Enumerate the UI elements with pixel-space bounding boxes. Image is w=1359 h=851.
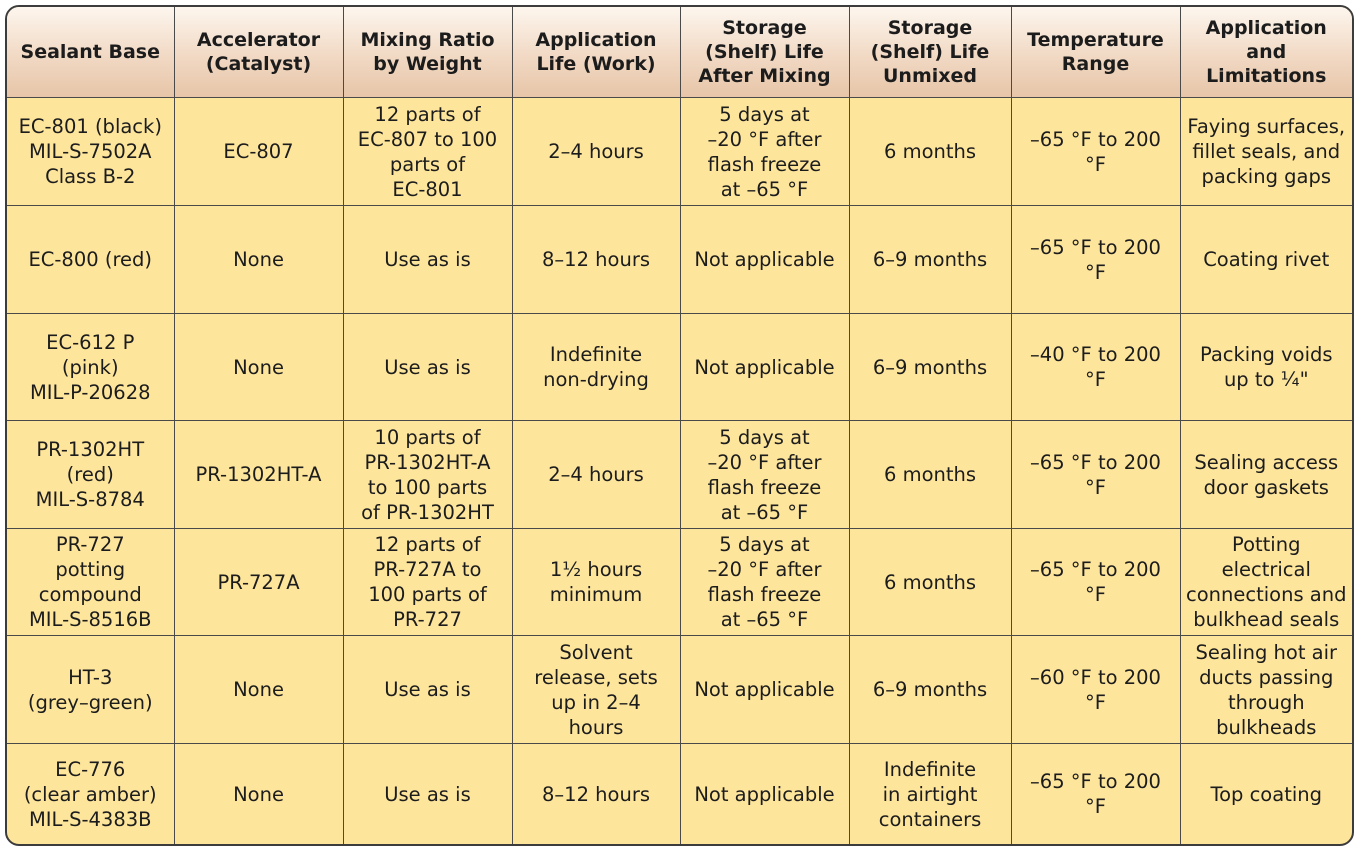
cell-temperature-range: –65 °F to 200 °F — [1011, 529, 1180, 636]
cell-temperature-range: –60 °F to 200 °F — [1011, 636, 1180, 744]
cell-sealant-base: EC-612 P (pink) MIL-P-20628 — [7, 314, 174, 421]
cell-mixing-ratio: Use as is — [343, 636, 512, 744]
cell-application-limitations: Potting electrical connections and bulkhead seals — [1180, 529, 1352, 636]
cell-application-life: Indefinite non-drying — [512, 314, 680, 421]
cell-storage-unmixed: 6 months — [849, 421, 1011, 529]
cell-application-life: 2–4 hours — [512, 421, 680, 529]
table-header — [7, 7, 1352, 98]
cell-mixing-ratio: 10 parts of PR-1302HT-A to 100 parts of PR-1302HT — [343, 421, 512, 529]
cell-temperature-range: –65 °F to 200 °F — [1011, 421, 1180, 529]
table-row — [7, 744, 1352, 845]
header-mixing-ratio: Mixing Ratio by Weight — [343, 7, 512, 98]
cell-mixing-ratio: Use as is — [343, 206, 512, 314]
cell-temperature-range: –65 °F to 200 °F — [1011, 98, 1180, 206]
cell-storage-after-mixing: 5 days at –20 °F after flash freeze at –65 °F — [680, 98, 849, 206]
cell-sealant-base: EC-800 (red) — [7, 206, 174, 314]
cell-mixing-ratio: Use as is — [343, 314, 512, 421]
table-body — [7, 98, 1352, 845]
cell-application-limitations: Faying surfaces, fillet seals, and packing gaps — [1180, 98, 1352, 206]
header-storage-after-mixing: Storage (Shelf) Life After Mixing — [680, 7, 849, 98]
cell-accelerator: EC-807 — [174, 98, 343, 206]
header-sealant-base: Sealant Base — [7, 7, 174, 98]
table-row — [7, 421, 1352, 529]
cell-sealant-base: HT-3 (grey–green) — [7, 636, 174, 744]
cell-temperature-range: –65 °F to 200 °F — [1011, 744, 1180, 845]
cell-sealant-base: PR-727 potting compound MIL-S-8516B — [7, 529, 174, 636]
cell-storage-after-mixing: Not applicable — [680, 744, 849, 845]
cell-storage-after-mixing: Not applicable — [680, 206, 849, 314]
cell-accelerator: None — [174, 206, 343, 314]
cell-temperature-range: –65 °F to 200 °F — [1011, 206, 1180, 314]
cell-application-life: 2–4 hours — [512, 98, 680, 206]
cell-storage-after-mixing: 5 days at –20 °F after flash freeze at –65 °F — [680, 421, 849, 529]
cell-mixing-ratio: 12 parts of EC-807 to 100 parts of EC-801 — [343, 98, 512, 206]
cell-application-life: Solvent release, sets up in 2–4 hours — [512, 636, 680, 744]
cell-accelerator: None — [174, 744, 343, 845]
cell-sealant-base: EC-776 (clear amber) MIL-S-4383B — [7, 744, 174, 845]
cell-storage-unmixed: 6 months — [849, 529, 1011, 636]
header-temperature-range: Temperature Range — [1011, 7, 1180, 98]
table-row — [7, 98, 1352, 206]
header-row — [7, 7, 1352, 98]
cell-application-limitations: Coating rivet — [1180, 206, 1352, 314]
table-row — [7, 206, 1352, 314]
cell-sealant-base: EC-801 (black) MIL-S-7502A Class B-2 — [7, 98, 174, 206]
cell-temperature-range: –40 °F to 200 °F — [1011, 314, 1180, 421]
header-storage-unmixed: Storage (Shelf) Life Unmixed — [849, 7, 1011, 98]
cell-accelerator: None — [174, 636, 343, 744]
cell-storage-unmixed: Indefinite in airtight containers — [849, 744, 1011, 845]
cell-storage-after-mixing: Not applicable — [680, 636, 849, 744]
cell-storage-unmixed: 6–9 months — [849, 636, 1011, 744]
cell-storage-unmixed: 6 months — [849, 98, 1011, 206]
cell-sealant-base: PR-1302HT (red) MIL-S-8784 — [7, 421, 174, 529]
cell-application-life: 1½ hours minimum — [512, 529, 680, 636]
header-accelerator: Accelerator (Catalyst) — [174, 7, 343, 98]
sealant-table — [7, 7, 1352, 845]
cell-storage-unmixed: 6–9 months — [849, 314, 1011, 421]
cell-mixing-ratio: 12 parts of PR-727A to 100 parts of PR-727 — [343, 529, 512, 636]
cell-application-limitations: Sealing hot air ducts passing through bulkheads — [1180, 636, 1352, 744]
header-application-limitations: Application and Limitations — [1180, 7, 1352, 98]
header-application-life: Application Life (Work) — [512, 7, 680, 98]
cell-accelerator: None — [174, 314, 343, 421]
cell-storage-unmixed: 6–9 months — [849, 206, 1011, 314]
table-row — [7, 529, 1352, 636]
cell-accelerator: PR-1302HT-A — [174, 421, 343, 529]
cell-mixing-ratio: Use as is — [343, 744, 512, 845]
cell-application-limitations: Packing voids up to ¼" — [1180, 314, 1352, 421]
cell-storage-after-mixing: Not applicable — [680, 314, 849, 421]
cell-accelerator: PR-727A — [174, 529, 343, 636]
sealant-table-frame — [5, 5, 1354, 846]
cell-application-limitations: Top coating — [1180, 744, 1352, 845]
cell-application-life: 8–12 hours — [512, 744, 680, 845]
cell-storage-after-mixing: 5 days at –20 °F after flash freeze at –65 °F — [680, 529, 849, 636]
cell-application-life: 8–12 hours — [512, 206, 680, 314]
table-row — [7, 636, 1352, 744]
table-row — [7, 314, 1352, 421]
cell-application-limitations: Sealing access door gaskets — [1180, 421, 1352, 529]
